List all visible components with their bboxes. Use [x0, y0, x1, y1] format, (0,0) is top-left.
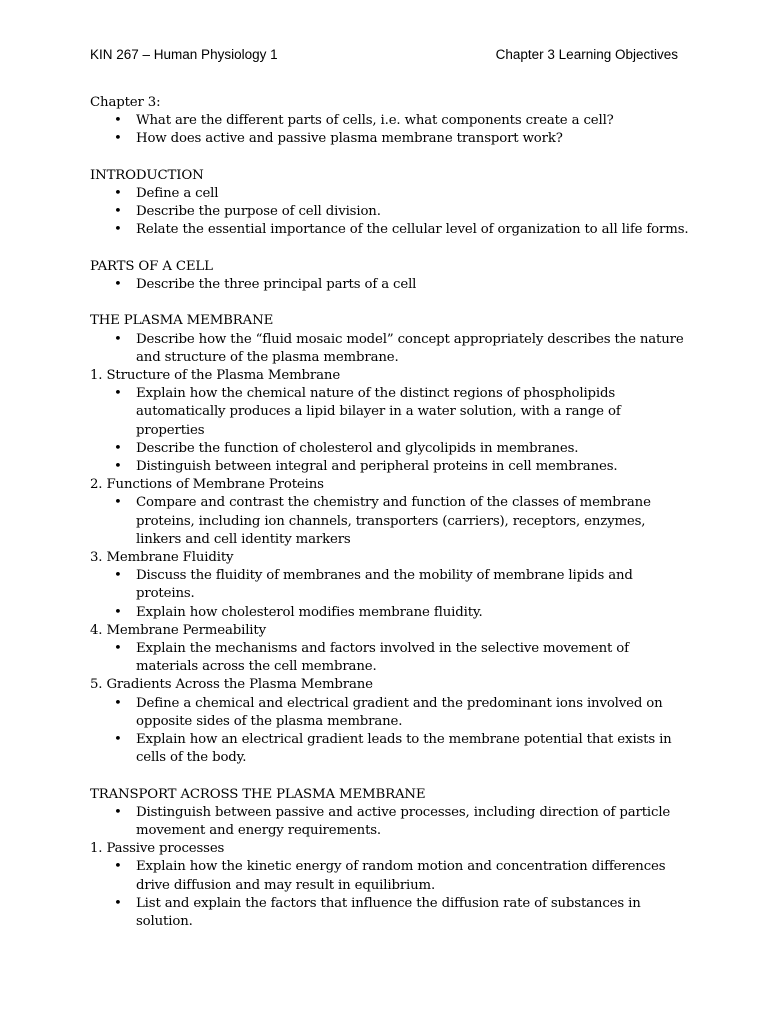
bullet-list: [90, 858, 690, 931]
bullet-item: • Relate the essential importance of the cellular level of organization to all life forms.: [90, 221, 690, 239]
bullet-list: [90, 276, 690, 294]
bullet-item: • Describe the three principal parts of a cell: [90, 276, 690, 294]
bullet-item: • List and explain the factors that influence the diffusion rate of substances in solution.: [90, 895, 690, 931]
bullet-item: • What are the different parts of cells, i.e. what components create a cell?: [90, 112, 690, 130]
header-course-title: KIN 267 – Human Physiology 1: [90, 47, 278, 62]
section-introduction: [90, 167, 690, 240]
bullet-item: • Explain how the chemical nature of the distinct regions of phospholipids automatically produces a lipid bilayer in a water solution, with a range of properties: [90, 385, 690, 440]
section-heading: INTRODUCTION: [90, 167, 204, 183]
subsection-heading: 5. Gradients Across the Plasma Membrane: [90, 677, 373, 693]
section-heading: TRANSPORT ACROSS THE PLASMA MEMBRANE: [90, 786, 426, 802]
document-body: [90, 94, 690, 931]
section-chapter: [90, 94, 690, 149]
bullet-item: • Explain how the kinetic energy of random motion and concentration differences drive diffusion and may result in equilibrium.: [90, 858, 690, 894]
bullet-item: • Compare and contrast the chemistry and function of the classes of membrane proteins, including ion channels, transporters (carriers), receptors, enzymes, linkers and cell identity markers: [90, 494, 690, 549]
subsection-heading: 3. Membrane Fluidity: [90, 550, 234, 566]
subsection-heading: 4. Membrane Permeability: [90, 622, 266, 638]
bullet-item: • Define a chemical and electrical gradient and the predominant ions involved on opposite sides of the plasma membrane.: [90, 695, 690, 731]
bullet-item: • Discuss the fluidity of membranes and the mobility of membrane lipids and proteins.: [90, 567, 690, 603]
bullet-item: • Describe the purpose of cell division.: [90, 203, 690, 221]
bullet-list: [90, 567, 690, 622]
bullet-item: • Distinguish between integral and peripheral proteins in cell membranes.: [90, 458, 690, 476]
bullet-item: • How does active and passive plasma membrane transport work?: [90, 130, 690, 148]
bullet-item: • Explain the mechanisms and factors involved in the selective movement of materials across the cell membrane.: [90, 640, 690, 676]
bullet-list: [90, 112, 690, 148]
page-header: [90, 46, 678, 64]
bullet-list: [90, 804, 690, 840]
subsection-heading: 1. Passive processes: [90, 841, 225, 857]
bullet-list: [90, 385, 690, 476]
section-parts-of-a-cell: [90, 258, 690, 294]
section-heading: THE PLASMA MEMBRANE: [90, 313, 274, 329]
bullet-list: [90, 331, 690, 367]
bullet-item: • Distinguish between passive and active processes, including direction of particle movement and energy requirements.: [90, 804, 690, 840]
bullet-item: • Explain how an electrical gradient leads to the membrane potential that exists in cells of the body.: [90, 731, 690, 767]
subsection-heading: 1. Structure of the Plasma Membrane: [90, 368, 341, 383]
subsection-heading: 2. Functions of Membrane Proteins: [90, 477, 324, 493]
bullet-list: [90, 640, 690, 676]
bullet-item: • Describe the function of cholesterol and glycolipids in membranes.: [90, 440, 690, 458]
section-heading: Chapter 3:: [90, 95, 161, 110]
bullet-item: • Explain how cholesterol modifies membrane fluidity.: [90, 604, 690, 622]
bullet-item: • Describe how the “fluid mosaic model” concept appropriately describes the nature and structure of the plasma membrane.: [90, 331, 690, 367]
bullet-list: [90, 494, 690, 549]
bullet-item: • Define a cell: [90, 185, 690, 203]
section-transport: [90, 786, 690, 932]
bullet-list: [90, 695, 690, 768]
section-plasma-membrane: [90, 312, 690, 767]
bullet-list: [90, 185, 690, 240]
section-heading: PARTS OF A CELL: [90, 258, 213, 274]
header-chapter-title: Chapter 3 Learning Objectives: [495, 47, 678, 62]
